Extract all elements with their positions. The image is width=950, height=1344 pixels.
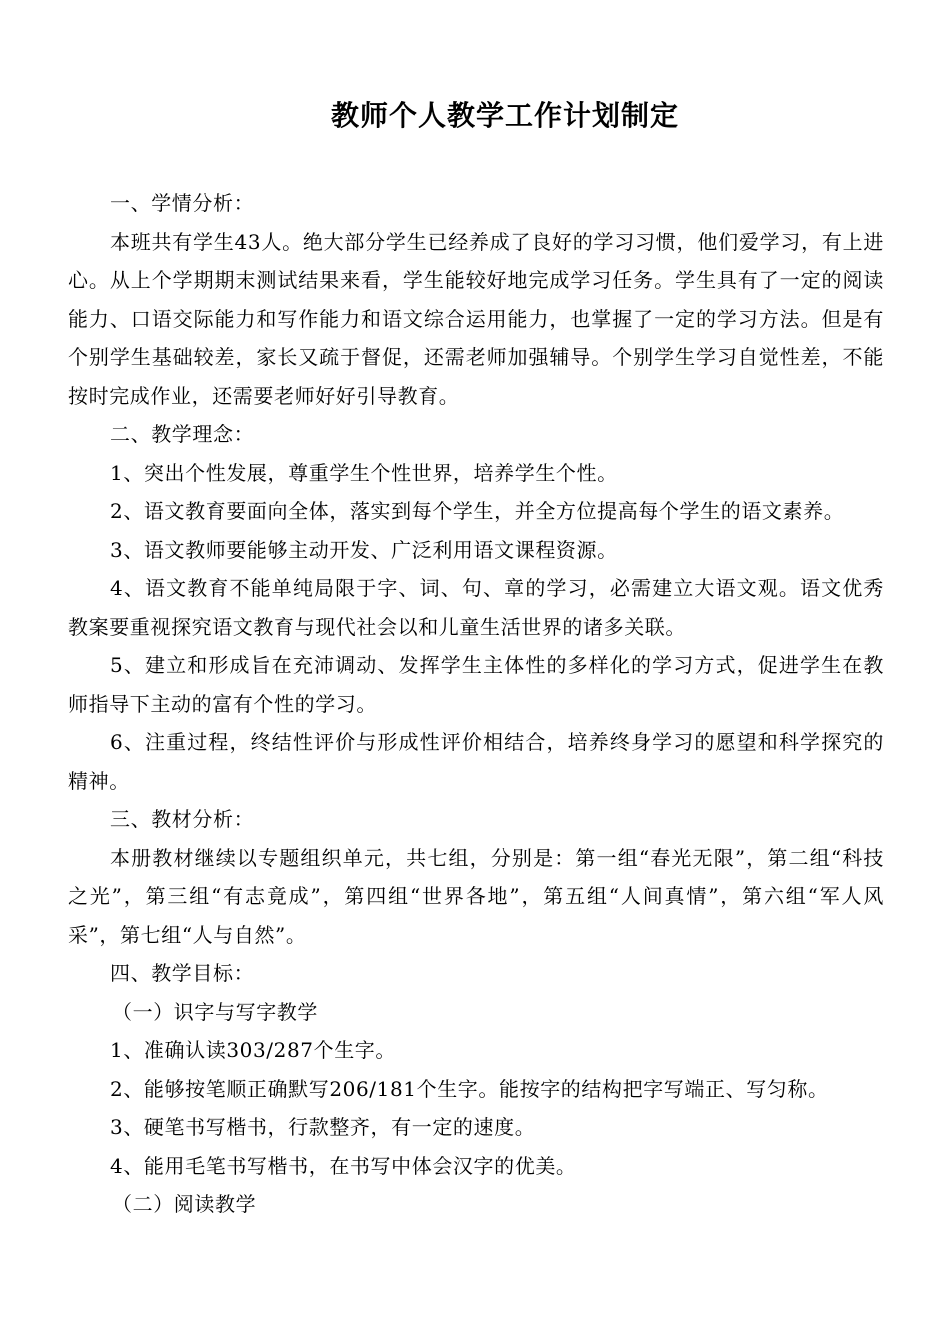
- subheading-literacy-writing: （一）识字与写字教学: [112, 999, 318, 1024]
- document-body: [68, 184, 884, 1224]
- document-title: 教师个人教学工作计划制定: [330, 99, 679, 132]
- paragraph-textbook-analysis: 本册教材继续以专题组织单元，共七组，分别是：第一组“春光无限”，第二组“科技之光”，第三组“有志竟成”，第四组“世界各地”，第五组“人间真情”，第六组“军人风采”，第七组“人与自然”。: [68, 845, 884, 947]
- goal-item-2: 2、能够按笔顺正确默写206/181个生字。能按字的结构把字写端正、写匀称。: [110, 1076, 829, 1101]
- subheading-reading: （二）阅读教学: [112, 1192, 257, 1216]
- heading-teaching-goals: 四、教学目标：: [110, 961, 255, 985]
- heading-student-analysis: 一、学情分析：: [110, 191, 255, 215]
- philosophy-item-1: 1、突出个性发展，尊重学生个性世界，培养学生个性。: [110, 460, 618, 485]
- philosophy-item-5: 5、建立和形成旨在充沛调动、发挥学生主体性的多样化的学习方式，促进学生在教师指导下主动的富有个性的学习。: [68, 653, 884, 716]
- philosophy-item-6: 6、注重过程，终结性评价与形成性评价相结合，培养终身学习的愿望和科学探究的精神。: [68, 730, 884, 793]
- philosophy-item-2: 2、语文教育要面向全体，落实到每个学生，并全方位提高每个学生的语文素养。: [110, 499, 845, 523]
- philosophy-item-3: 3、语文教师要能够主动开发、广泛利用语文课程资源。: [110, 537, 618, 562]
- goal-item-3: 3、硬笔书写楷书，行款整齐，有一定的速度。: [110, 1115, 536, 1139]
- heading-teaching-philosophy: 二、教学理念：: [110, 422, 255, 446]
- goal-item-4: 4、能用毛笔书写楷书，在书写中体会汉字的优美。: [110, 1153, 577, 1178]
- paragraph-student-analysis: 本班共有学生43人。绝大部分学生已经养成了良好的学习习惯，他们爱学习，有上进心。从上个学期期末测试结果来看，学生能较好地完成学习任务。学生具有了一定的阅读能力、口语交际能力和写作能力和语文综合运用能力，也掌握了一定的学习方法。但是有个别学生基础较差，家长又疏于督促，还需老师加强辅导。个别学生学习自觉性差，不能按时完成作业，还需要老师好好引导教育。: [68, 229, 884, 408]
- goal-item-1: 1、准确认读303/287个生字。: [110, 1038, 397, 1062]
- heading-textbook-analysis: 三、教材分析：: [110, 807, 255, 831]
- philosophy-item-4: 4、语文教育不能单纯局限于字、词、句、章的学习，必需建立大语文观。语文优秀教案要重视探究语文教育与现代社会以和儿童生活世界的诸多关联。: [68, 576, 884, 639]
